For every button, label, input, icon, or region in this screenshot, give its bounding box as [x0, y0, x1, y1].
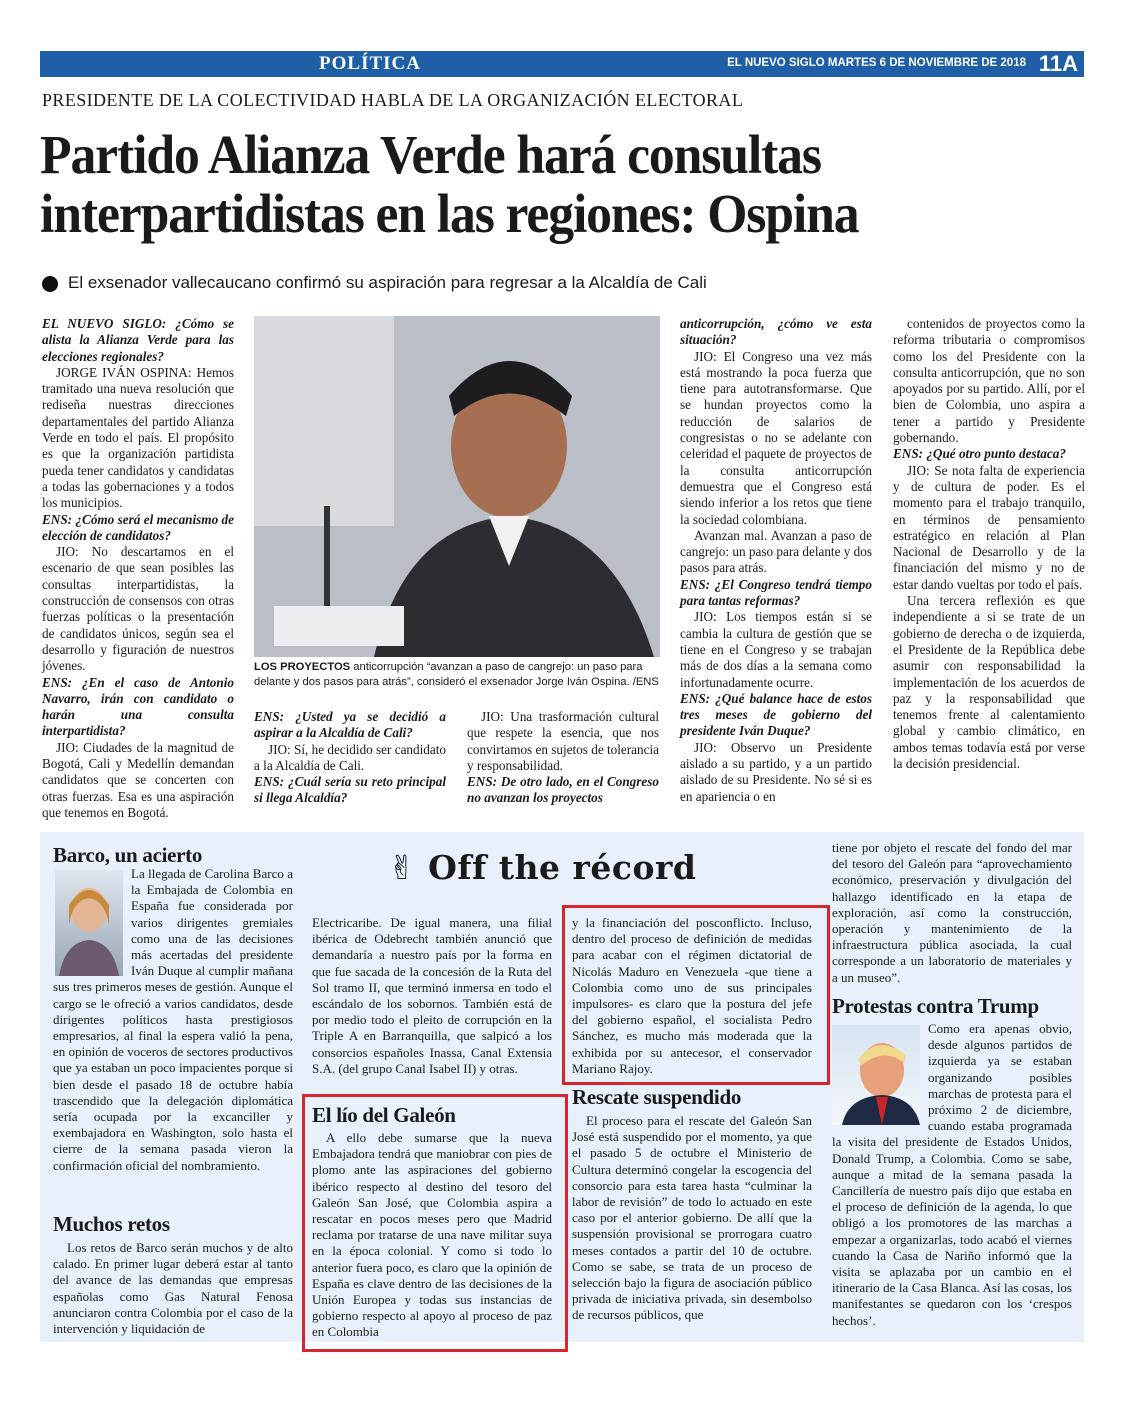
rescate-text: El proceso para el rescate del Galeón San José está suspendido por el momento, ya que el pasado 5 de octubre el Ministerio de Cultura determinó congelar la escogencia del consorcio para esta tarea hasta “culminar la labor de revisión” de todo lo actuado en este caso por el anterior gobierno. De allí que la suspensión provisional se prorrogara cuatro meses contados a partir del 10 de octubre. Como se sabe, se trata de un proceso de selección bajo la figura de asociación público privada de iniciativa privada, sin desembolso de recursos públicos, que: [572, 1113, 812, 1323]
answer: JIO: Ciudades de la magnitud de Bogotá, Cali y Medellín demandan candidatos que se concerten con otras fuerzas. Esa es una aspiración que tenemos en Bogotá.: [42, 739, 234, 820]
trump-title: Protestas contra Trump: [832, 994, 1039, 1018]
barco-title: Barco, un acierto: [53, 843, 203, 867]
article-column-3: [467, 709, 659, 807]
question: EL NUEVO SIGLO: ¿Cómo se alista la Alianza Verde para las elecciones regionales?: [42, 316, 234, 364]
rescate-title: Rescate suspendido: [572, 1085, 742, 1109]
caption-text: anticorrupción “avanzan a paso de cangrejo: un paso para delante y dos pasos para atrás”, consideró el exsenador Jorge Iván Ospina. /ENS: [254, 661, 659, 688]
barco-text-block: [53, 866, 293, 1174]
article-column-5: [893, 316, 1085, 772]
answer: JIO: Una trasformación cultural que respete la esencia, que nos convirtamos en sujetos de tolerancia y responsabilidad.: [467, 709, 659, 773]
page-number: 11A: [1038, 51, 1078, 76]
article-column-4: [680, 316, 872, 805]
otr-label: Off the récord: [428, 848, 697, 887]
body-text: La llegada de Carolina Barco a la Embajada de Colombia en España fue considerada por varios dirigentes gremiales como una de las decisiones más acertadas del presidente Iván Duque al cumplir mañana sus tres primeros meses de gestión. Aunque el cargo se le ofreció a varios candidatos, desde dirigentes políticos hasta prestigiosos empresarios, al final la espera valió la pena, en opinión de voceros de sectores productivos que ya estaban un poco impacientes porque si bien desde el pasado 18 de octubre había trascendido que la delegación diplomática sería ocupada por la excanciller y exembajadora en Washington, solo hasta el cierre de la semana pasada vieron la confirmación oficial del nombramiento.: [53, 866, 293, 1173]
article-column-2: [254, 709, 446, 807]
right-top-text: y la financiación del posconflicto. Incluso, dentro del proceso de definición de medidas para acabar con el régimen dictatorial de Nicolás Maduro en Venezuela -que tiene a Colombia como uno de sus principales impulsores- es claro que la postura del jefe del gobierno español, el socialista Pedro Sánchez, es mucho más moderada que la exhibida por su antecesor, el conservador Mariano Rajoy.: [572, 915, 812, 1076]
headline-line-1: Partido Alianza Verde hará consultas: [40, 124, 821, 185]
question: ENS: ¿El Congreso tendrá tiempo para tantas reformas?: [680, 576, 872, 609]
date-line: EL NUEVO SIGLO MARTES 6 DE NOVIEMBRE DE 2018: [727, 57, 1026, 69]
article-column-1: [42, 316, 234, 821]
galeon-text: A ello debe sumarse que la nueva Embajadora tendrá que maniobrar con pies de plomo ante las aspiraciones del gobierno ibérico respecto al destino del tesoro del Galeón San José, que Colombia aspira a rescatar en pocos meses pero que Madrid reclama por tratarse de una nave militar suya en la época colonial. Y como si todo lo anterior fuera poco, es claro que la opinión de España es clave dentro de las decisiones de la Unión Europea y todas sus instancias de gobierno respecto al apoyo al proceso de paz en Colombia: [312, 1130, 552, 1340]
trump-text-block: [832, 1021, 1072, 1329]
answer: contenidos de proyectos como la reforma tributaria o compromisos como los del Presidente con la consulta anticorrupción, que no son apoyados por su partido. Allí, por el bien de Colombia, uno aspira a tener a partido y Presidente gobernando.: [893, 316, 1085, 446]
headline: [40, 125, 1027, 244]
question: ENS: ¿Cuál sería su reto principal si llega Alcaldía?: [254, 774, 446, 806]
victory-hand-icon: ✌: [388, 848, 417, 887]
question: ENS: ¿Usted ya se decidió a aspirar a la Alcaldía de Cali?: [254, 709, 446, 741]
answer: Una tercera reflexión es que independiente a si se trate de un gobierno de derecha o de izquierda, el Presidente de la República debe asumir con responsabilidad la implementación de los acuerdos de paz y la responsabilidad que tenemos frente al calentamiento global y cambio climático, en ambos temas todavía está por verse la decisión presidencial.: [893, 593, 1085, 772]
answer: JIO: No descartamos en el escenario de que sean posibles las consultas interpartidistas, la construcción de consensos con otras fuerzas políticas o la presentación de candidatos únicos, según sea el desarrollo y figuración de nuestros jóvenes.: [42, 544, 234, 674]
section-name: POLÍTICA: [319, 53, 421, 74]
headline-line-2: interpartidistas en las regiones: Ospina: [40, 183, 859, 245]
answer: JIO: Observo un Presidente aislado a su partido, y a un partido aislado de su Presidente. No sé si es en apariencia o en: [680, 739, 872, 804]
photo-spacer: [53, 866, 131, 974]
question: ENS: ¿Qué balance hace de estos tres meses de gobierno del presidente Iván Duque?: [680, 690, 872, 739]
far-right-text: tiene por objeto el rescate del fondo del mar del tesoro del Galeón para “aprovechamiento económico, preservación y divulgación del hallazgo identificado en la etapa de exploración, así como la construcción, operación y mantenimiento de la infraestructura pública asociada, la cual corresponde a un laboratorio de materiales y a un museo”.: [832, 840, 1072, 985]
body-text: Como era apenas obvio, desde algunos partidos de izquierda ya se estaban organizando posibles marchas de protesta para el próximo 2 de diciembre, cuando estaba programada la visita del presidente de Estados Unidos, Donald Trump, a Colombia. Como se sabe, aunque a mitad de la semana pasada la Cancillería de nuestro país dijo que estaba en el proceso de definición de la agenda, lo que obligó a los promotores de las marchas a empezar a organizarlas, todo acabó el viernes cuando la Casa de Nariño informó que la visita se aplazaba por un cambio en el itinerario de la Casa Blanca. Así las cosas, los manifestantes se quedaron con los ‘crespos hechos’.: [832, 1021, 1072, 1328]
bullet-icon: [42, 276, 58, 292]
answer: JIO: Sí, he decidido ser candidato a la Alcaldía de Cali.: [254, 741, 446, 773]
question: anticorrupción, ¿cómo ve esta situación?: [680, 316, 872, 348]
section-band: [40, 51, 1084, 77]
question: ENS: ¿Qué otro punto destaca?: [893, 446, 1066, 462]
question: ENS: De otro lado, en el Congreso no avanzan los proyectos: [467, 774, 659, 806]
article-photo: [254, 316, 660, 657]
answer: JIO: Se nota falta de experiencia y de cultura de poder. Es el momento para el trabajo tranquilo, en términos de pensamiento estratégico en relación al Plan Nacional de Desarrollo y de la financiación del mismo y no de estar dando vueltas por todo el país.: [893, 462, 1085, 592]
question: ENS: ¿Cómo será el mecanismo de elección de candidatos?: [42, 511, 234, 543]
retos-title: Muchos retos: [53, 1212, 170, 1236]
question: ENS: ¿En el caso de Antonio Navarro, irán con candidato o harán una consulta interpartidista?: [42, 674, 234, 739]
middle-text: Electricaribe. De igual manera, una filial ibérica de Odebrecht también anunció que demandaría a nuestro país por la forma en que fue sacada de la concesión de la Ruta del Sol tramo II, que terminó inmersa en todo el escándalo de los sobornos. También está de por medio todo el pleito de corrupción en la Triple A en Barranquilla, que salpicó a los consorcios españoles Inassa, Canal Extensia S.A. (del grupo Canal Isabel II) y otras.: [312, 915, 552, 1076]
photo-spacer: [832, 1021, 928, 1125]
answer: JIO: El Congreso una vez más está mostrando la poca fuerza que tiene para autotransformarse. Que se hundan proyectos como la reducción de salarios de congresistas o no se adelante con celeridad el paquete de proyectos de la consulta anticorrupción demuestra que el Congreso está siendo inferior a los retos que tiene la sociedad colombiana.: [680, 348, 872, 527]
answer: Avanzan mal. Avanzan a paso de cangrejo: un paso para delante y dos pasos para atrás.: [680, 527, 872, 576]
photo-caption: [254, 660, 660, 689]
retos-text: Los retos de Barco serán muchos y de alto calado. En primer lugar deberá estar al tanto del avance de las demandas que empresas españolas como Gas Natural Fenosa anunciaron contra Colombia por el caso de la intervención y liquidación de: [53, 1240, 293, 1337]
answer: JIO: Los tiempos están si se cambia la cultura de gestión que se tiene en el Congreso y se trabajan más de dos días a la semana como infortunadamente ocurre.: [680, 609, 872, 690]
galeon-title: El lío del Galeón: [312, 1103, 456, 1127]
subhead: El exsenador vallecaucano confirmó su aspiración para regresar a la Alcaldía de Cali: [68, 273, 707, 292]
off-the-record-title: [388, 848, 696, 887]
kicker: PRESIDENTE DE LA COLECTIVIDAD HABLA DE LA ORGANIZACIÓN ELECTORAL: [42, 90, 744, 110]
answer: JORGE IVÁN OSPINA: Hemos tramitado una nueva resolución que rediseña nuestras direcciones departamentales del partido Alianza Verde en todo el país. El propósito es que la organización partidista pueda tener candidatos y candidatas a todas las gobernaciones y a todos los municipios.: [42, 364, 234, 511]
caption-lead: LOS PROYECTOS: [254, 661, 351, 673]
